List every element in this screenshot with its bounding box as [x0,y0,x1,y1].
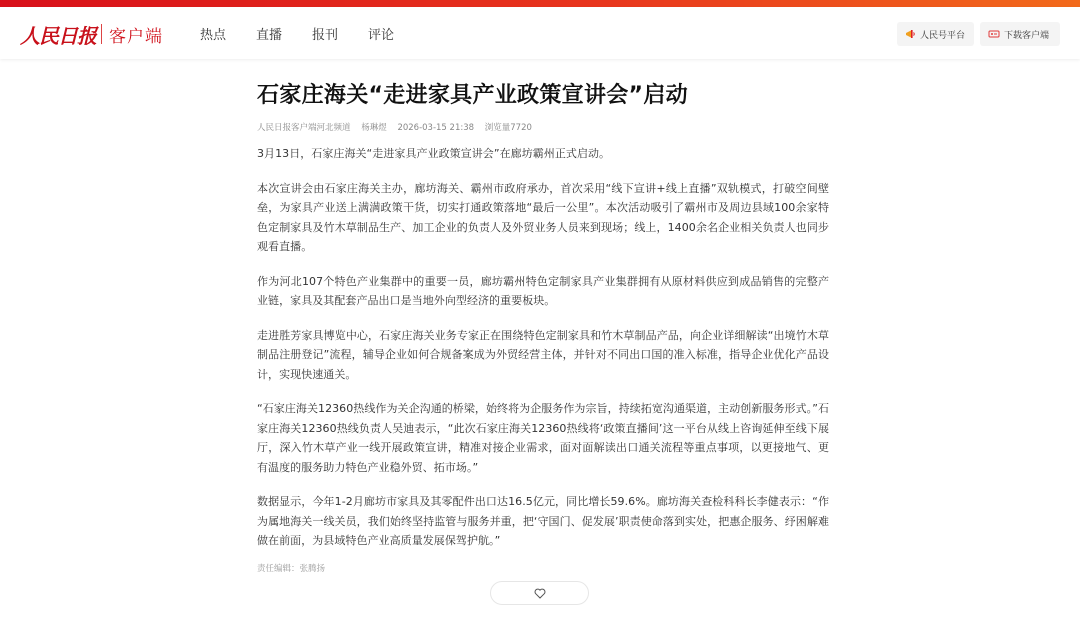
main-nav [200,7,424,59]
people-platform-label: 人民号平台 [920,30,966,41]
article-paragraph: 3月13日，石家庄海关“走进家具产业政策宣讲会”在廊坊霸州正式启动。 [257,147,611,160]
logo-text: 人民日报 [20,23,96,48]
nav-item-commentary[interactable]: 评论 [368,27,395,43]
download-app-button[interactable] [980,22,1060,46]
article-author: 杨琳煜 [361,123,387,133]
logo-divider [101,24,102,44]
nav-item-newspaper[interactable]: 报刊 [312,27,339,43]
article-paragraph: 作为河北107个特色产业集群中的重要一员，廊坊霸州特色定制家具产业集群拥有从原材料供应到成品销售的完整产业链，家具及其配套产品出口是当地外向型经济的重要板块。 [257,274,829,307]
responsible-editor: 责任编辑：张腾扬 [257,563,326,574]
site-header [0,7,1080,59]
site-logo[interactable] [20,20,163,48]
article-body [257,144,829,551]
heart-icon [534,584,546,603]
download-app-label: 下载客户端 [1004,30,1050,41]
article [257,81,829,574]
article-paragraph: 走进胜芳家具博览中心，石家庄海关业务专家正在围绕特色定制家具和竹木草制品产品，向企业详细解读“出境竹木草制品注册登记”流程，辅导企业如何合规备案成为外贸经营主体，并针对不同出口国的准入标准，指导企业优化产品设计，实现快速通关。 [257,328,829,381]
like-button[interactable] [490,581,589,605]
top-accent-bar [0,0,1080,7]
article-datetime: 2026-03-15 21:38 [397,123,475,133]
megaphone-icon [905,29,916,39]
nav-item-live[interactable]: 直播 [256,27,283,43]
article-views: 浏览量7720 [484,123,532,133]
phone-icon [988,29,1000,39]
article-paragraph: “石家庄海关12360热线作为关企沟通的桥梁，始终将为企服务作为宗旨，持续拓宽沟通渠道，主动创新服务形式。”石家庄海关12360热线负责人吴迪表示，“此次石家庄海关12360热线将‘政策直播间’这一平台从线上咨询延伸至线下展厅，深入竹木草产业一线开展政策宣讲，精准对接企业需求，面对面解读出口通关流程等重点事项，以更接地气、更有温度的服务助力特色产业稳外贸、拓市场。” [257,402,829,474]
article-source[interactable]: 人民日报客户端河北频道 [257,123,351,133]
article-title: 石家庄海关“走进家具产业政策宣讲会”启动 [257,83,688,108]
logo-subtext: 客户端 [109,26,163,47]
article-meta [257,121,829,135]
article-paragraph: 数据显示，今年1-2月廊坊市家具及其零配件出口达16.5亿元，同比增长59.6%。廊坊海关查检科科长李健表示：“作为属地海关一线关员，我们始终坚持监管与服务并重，把‘守国门、促发展’职责使命落到实处，把惠企服务、纾困解难做在前面，为县域特色产业高质量发展保驾护航。” [257,495,829,547]
people-platform-button[interactable] [897,22,974,46]
nav-item-hot[interactable]: 热点 [200,27,227,43]
article-paragraph: 本次宣讲会由石家庄海关主办，廊坊海关、霸州市政府承办，首次采用“线下宣讲+线上直播”双轨模式，打破空间壁垒，为家具产业送上满满政策干货，切实打通政策落地“最后一公里”。本次活动吸引了霸州市及周边县域100余家特色定制家具及竹木草制品生产、加工企业的负责人及外贸业务人员来到现场；线上，1400余名企业相关负责人也同步观看直播。 [257,181,829,253]
